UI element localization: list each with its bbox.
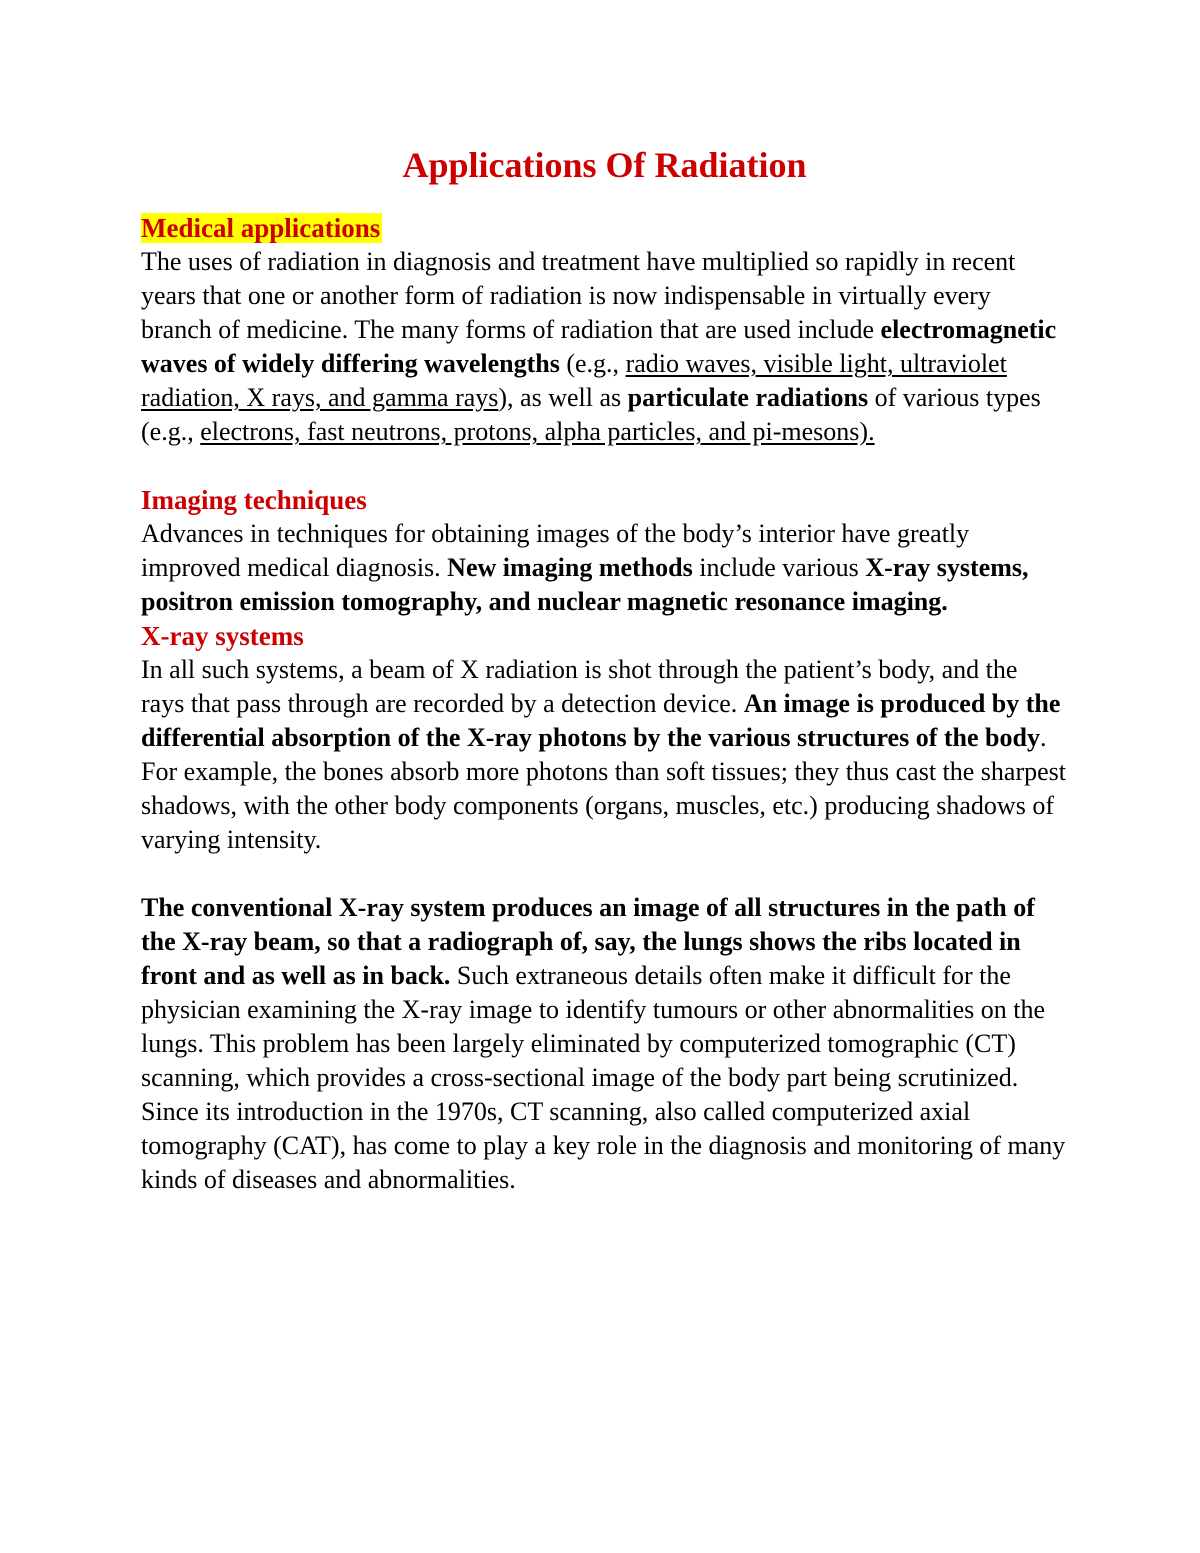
- text-run: In all such systems, a beam of X radiation is shot through the patient’s body, and the rays that pass through are recorded by a detection device.: [141, 655, 1018, 718]
- text-run: include various: [692, 553, 866, 582]
- paragraph-spacer: [141, 857, 1066, 891]
- xray-systems-paragraph-2: [141, 891, 1066, 1197]
- text-run: The uses of radiation in diagnosis and treatment have multiplied so rapidly in recent years that one or another form of radiation is now indispensable in virtually every branch of medicine. The many forms of radiation that are used include: [141, 247, 1016, 344]
- imaging-techniques-paragraph: [141, 517, 1066, 619]
- text-run: Advances in techniques for obtaining images of the body’s interior have greatly improved medical diagnosis.: [141, 519, 970, 582]
- document-content: [141, 143, 1066, 1197]
- xray-systems-paragraph-1: [141, 653, 1066, 857]
- text-run: . For example, the bones absorb more photons than soft tissues; they thus cast the sharpest shadows, with the other body components (organs, muscles, etc.) producing shadows of varying intensity.: [141, 723, 1067, 854]
- underlined-run: radio waves, visible light, ultraviolet radiation, X rays, and gamma rays: [141, 349, 1007, 412]
- underlined-run: electrons, fast neutrons, protons, alpha particles, and pi-mesons).: [200, 417, 875, 446]
- text-run: (e.g.,: [559, 349, 626, 378]
- paragraph-spacer: [141, 449, 1066, 483]
- document-title: Applications Of Radiation: [402, 145, 807, 185]
- bold-run: X-ray systems, positron emission tomography, and nuclear magnetic resonance imaging.: [141, 553, 1029, 616]
- text-run: of various types (e.g.,: [141, 383, 1041, 446]
- text-run: Such extraneous details often make it difficult for the physician examining the X-ray image to identify tumours or other abnormalities on the lungs. This problem has been largely eliminated by computerized tomographic (CT) scanning, which provides a cross-sectional image of the body part being scrutinized. Since its introduction in the 1970s, CT scanning, also called computerized axial tomography (CAT), has come to play a key role in the diagnosis and monitoring of many kinds of diseases and abnormalities.: [141, 961, 1066, 1194]
- bold-run: particulate radiations: [627, 383, 869, 412]
- medical-applications-heading: [141, 211, 1066, 245]
- imaging-techniques-heading: Imaging techniques: [141, 485, 367, 515]
- medical-applications-paragraph: [141, 245, 1066, 449]
- medical-applications-heading-text: Medical applications: [141, 213, 381, 243]
- bold-run: electromagnetic waves of widely differing wavelengths: [141, 315, 1057, 378]
- text-run: ), as well as: [498, 383, 628, 412]
- bold-run: New imaging methods: [447, 553, 693, 582]
- bold-run: An image is produced by the differential absorption of the X-ray photons by the various structures of the body: [141, 689, 1061, 752]
- xray-systems-heading: X-ray systems: [141, 621, 304, 651]
- bold-run: The conventional X-ray system produces an image of all structures in the path of the X-ray beam, so that a radiograph of, say, the lungs shows the ribs located in front and as well as in back.: [141, 893, 1035, 990]
